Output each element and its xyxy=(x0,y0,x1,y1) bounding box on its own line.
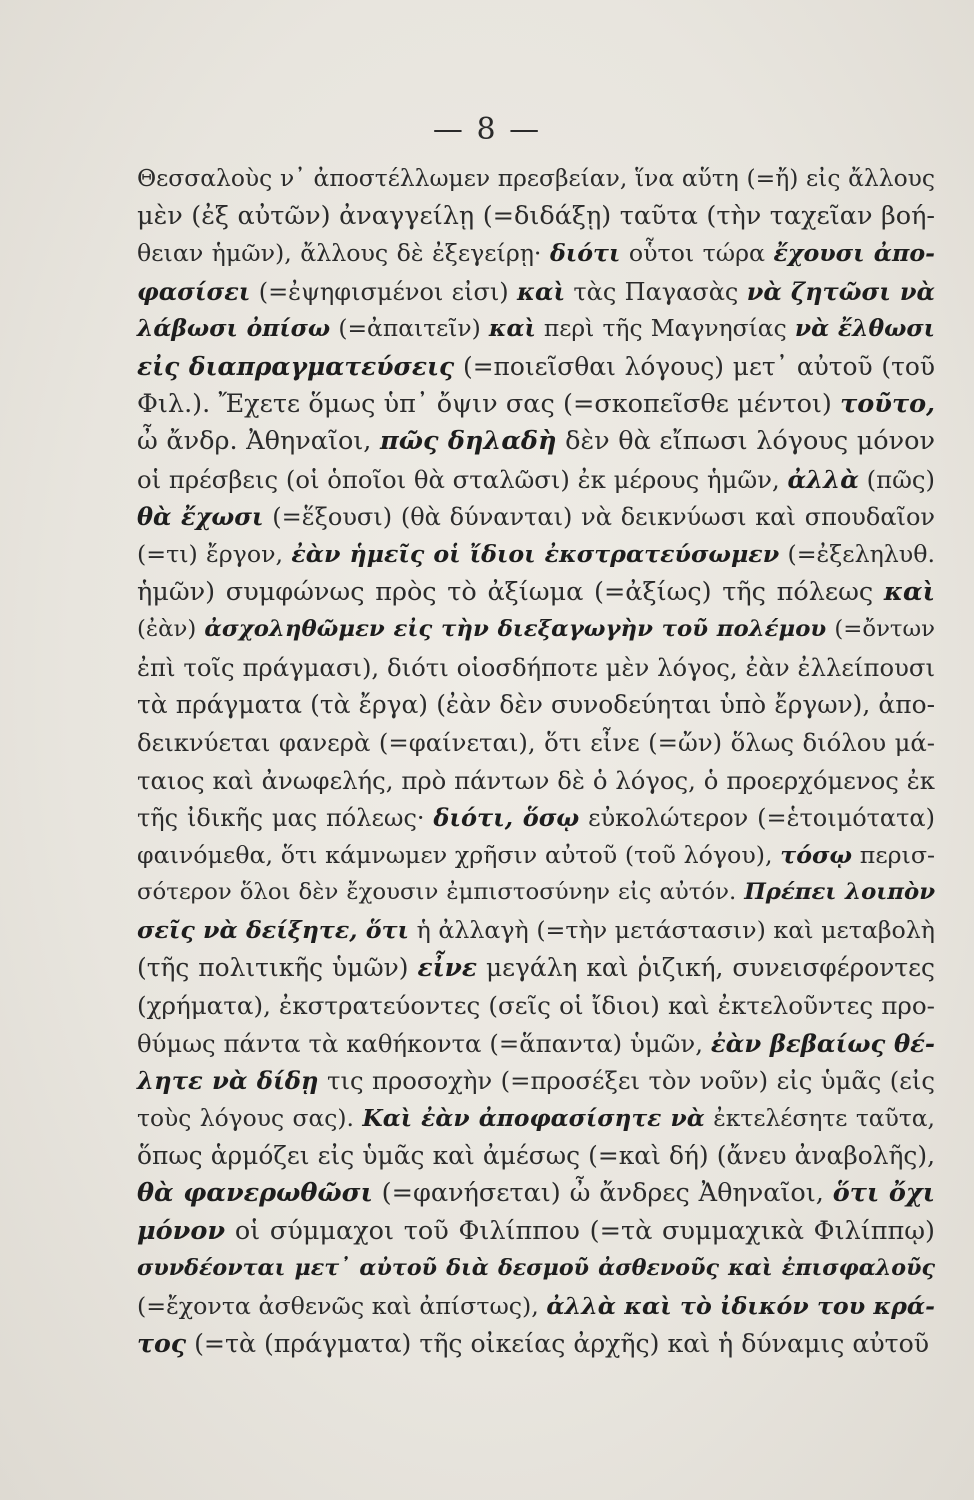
text-line xyxy=(137,1288,935,1326)
emphasized-text: καὶ xyxy=(883,576,935,607)
text-segment: ὅπως ἁρμόζει εἰς ὑμᾶς καὶ ἀμέσως (=καὶ δή) (ἄνευ ἀναβολῆς), xyxy=(137,1141,935,1171)
text-line xyxy=(137,198,935,236)
text-segment: Θεσσαλοὺς ν᾿ ἀποστέλλωμεν πρεσβείαν, ἵνα αὕτη (=ἤ) εἰς ἄλλους xyxy=(137,164,935,192)
emphasized-text: φασίσει xyxy=(137,276,251,306)
text-line xyxy=(137,461,935,499)
text-segment: (χρήματα), ἐκστρατεύοντες (σεῖς οἱ ἴδιοι) καὶ ἐκτελοῦντες προ- xyxy=(137,991,935,1021)
text-segment: τὰ πράγματα (τὰ ἔργα) (ἐὰν δὲν συνοδεύηται ὑπὸ ἔργων), ἀπο- xyxy=(137,690,935,720)
text-segment: δὲν θὰ εἴπωσι λόγους μόνον xyxy=(556,426,935,457)
text-line xyxy=(137,498,935,536)
text-segment: (πῶς) xyxy=(858,464,935,494)
text-line xyxy=(137,1025,935,1063)
text-segment: τῆς ἰδικῆς μας πόλεως· xyxy=(137,804,434,833)
emphasized-text: Καὶ ἐὰν ἀποφασίσητε νὰ xyxy=(362,1103,705,1132)
text-segment: τις προσοχὴν (=προσέξει τὸν νοῦν) εἰς ὑμᾶς (εἰς xyxy=(318,1066,935,1096)
emphasized-text: σεῖς νὰ δείξητε, ὅτι xyxy=(137,915,410,944)
text-line xyxy=(137,235,935,273)
emphasized-text: πῶς δηλαδὴ xyxy=(380,426,557,457)
emphasized-text: ἀσχοληθῶμεν εἰς τὴν διεξαγωγὴν τοῦ πολέμου xyxy=(204,616,827,643)
text-segment: (ἐὰν) xyxy=(137,616,205,643)
text-line xyxy=(137,874,935,912)
text-segment: σότερον ὅλοι δὲν ἔχουσιν ἐμπιστοσύνην εἰς αὐτόν. xyxy=(137,879,745,906)
text-segment: μεγάλη καὶ ῥιζική, συνεισφέροντες xyxy=(477,953,935,983)
emphasized-text: συνδέονται μετ᾿ αὐτοῦ διὰ δεσμοῦ ἀσθενοῦς καὶ ἐπισφαλοῦς xyxy=(137,1255,935,1282)
emphasized-text: τοῦτο, xyxy=(840,388,935,419)
text-segment: (=τὰ (πράγματα) τῆς οἰκείας ἀρχῆς) καὶ ἡ δύναμις αὐτοῦ xyxy=(186,1329,930,1359)
emphasized-text: θὰ ἔχωσι xyxy=(137,502,264,532)
emphasized-text: καὶ xyxy=(517,276,566,306)
text-segment: περισ- xyxy=(852,840,935,869)
text-line xyxy=(137,837,935,875)
emphasized-text: ὅτι ὄχι xyxy=(832,1178,935,1209)
text-line xyxy=(137,1137,935,1175)
text-line xyxy=(137,348,935,386)
emphasized-text: νὰ ζητῶσι νὰ xyxy=(746,276,936,306)
text-segment: θύμως πάντα τὰ καθήκοντα (=ἅπαντα) ὑμῶν, xyxy=(137,1028,711,1058)
emphasized-text: λητε νὰ δίδῃ xyxy=(137,1066,319,1096)
text-segment: (=ἐψηφισμένοι εἰσι) xyxy=(250,277,517,306)
text-line xyxy=(137,949,935,987)
emphasized-text: διότι xyxy=(549,239,621,268)
emphasized-text: εἶνε xyxy=(417,953,478,983)
emphasized-text: λάβωσι ὀπίσω xyxy=(137,314,331,343)
text-segment: ἐκτελέσητε ταῦτα, xyxy=(704,1103,935,1132)
text-segment: ἡμῶν) συμφώνως πρὸς τὸ ἀξίωμα (=ἀξίως) τῆς πόλεως xyxy=(137,576,884,607)
text-line xyxy=(137,574,935,612)
text-segment: τὰς Παγασὰς xyxy=(565,277,747,306)
text-segment: περὶ τῆς Μαγνησίας xyxy=(535,314,795,343)
text-segment: ὦ ἄνδρ. Ἀθηναῖοι, xyxy=(137,426,381,457)
emphasized-text: τος xyxy=(137,1328,187,1359)
text-segment: οὗτοι τώρα xyxy=(620,239,774,268)
text-line xyxy=(137,310,935,348)
text-segment: (=ἐξεληλυθ. xyxy=(779,539,935,568)
text-line xyxy=(137,649,935,687)
text-segment: μὲν (ἐξ αὐτῶν) ἀναγγείλῃ (=διδάξῃ) ταῦτα (τὴν ταχεῖαν βοή- xyxy=(137,200,935,231)
text-line xyxy=(137,423,935,461)
text-line xyxy=(137,1325,935,1363)
text-line xyxy=(137,1250,935,1288)
emphasized-text: νὰ ἔλθωσι xyxy=(794,314,935,343)
text-line xyxy=(137,160,935,198)
text-line xyxy=(137,686,935,724)
emphasized-text: Πρέπει λοιπὸν xyxy=(744,879,936,906)
text-line xyxy=(137,536,935,574)
text-line xyxy=(137,386,935,424)
text-line xyxy=(137,762,935,800)
text-line xyxy=(137,799,935,837)
text-segment: (=τι) ἔργον, xyxy=(137,539,292,568)
emphasized-text: ἔχουσι ἀπο- xyxy=(773,239,935,268)
body-text xyxy=(137,160,935,1363)
text-segment: θειαν ἡμῶν), ἄλλους δὲ ἐξεγείρῃ· xyxy=(137,239,550,268)
emphasized-text: ἀλλὰ καὶ τὸ ἰδικόν του κρά- xyxy=(546,1291,935,1320)
text-line xyxy=(137,1100,935,1138)
emphasized-text: μόνον xyxy=(137,1215,226,1246)
emphasized-text: ἐὰν βεβαίως θέ- xyxy=(710,1028,936,1058)
text-segment: δεικνύεται φανερὰ (=φαίνεται), ὅτι εἶνε (=ὤν) ὅλως διόλου μά- xyxy=(137,727,935,757)
text-segment: (=ποιεῖσθαι λόγους) μετ᾿ αὐτοῦ (τοῦ xyxy=(454,351,936,381)
emphasized-text: ἐὰν ἡμεῖς οἱ ἴδιοι ἐκστρατεύσωμεν xyxy=(291,539,780,568)
emphasized-text: τόσῳ xyxy=(780,840,853,869)
emphasized-text: διότι, ὅσῳ xyxy=(433,803,580,833)
text-segment: ἡ ἀλλαγὴ (=τὴν μετάστασιν) καὶ μεταβολὴ xyxy=(409,915,935,944)
text-segment: ταιος καὶ ἀνωφελής, πρὸ πάντων δὲ ὁ λόγος, ὁ προερχόμενος ἐκ xyxy=(137,765,935,795)
text-line xyxy=(137,1213,935,1251)
text-segment: (=φανήσεται) ὦ ἄνδρες Ἀθηναῖοι, xyxy=(372,1178,833,1209)
text-line xyxy=(137,1062,935,1100)
text-line xyxy=(137,1175,935,1213)
text-segment: (=ἕξουσι) (θὰ δύνανται) νὰ δεικνύωσι καὶ σπουδαῖον xyxy=(263,503,936,532)
text-segment: Φιλ.). Ἔχετε ὅμως ὑπ᾿ ὄψιν σας (=σκοπεῖσθε μέντοι) xyxy=(137,388,841,419)
emphasized-text: ἀλλὰ xyxy=(787,464,859,494)
text-line xyxy=(137,611,935,649)
text-segment: (=ὄντων xyxy=(826,616,935,643)
text-line xyxy=(137,273,935,311)
emphasized-text: εἰς διαπραγματεύσεις xyxy=(137,351,455,381)
text-segment: (τῆς πολιτικῆς ὑμῶν) xyxy=(137,953,418,983)
text-segment: φαινόμεθα, ὅτι κάμνωμεν χρῆσιν αὐτοῦ (τοῦ λόγου), xyxy=(137,840,781,869)
page-number: — 8 — xyxy=(432,112,542,147)
text-segment: οἱ πρέσβεις (οἱ ὁποῖοι θὰ σταλῶσι) ἐκ μέρους ἡμῶν, xyxy=(137,464,788,494)
text-segment: τοὺς λόγους σας). xyxy=(137,1103,363,1132)
text-line xyxy=(137,987,935,1025)
text-segment: (=ἀπαιτεῖν) xyxy=(330,314,489,343)
text-segment: (=ἔχοντα ἀσθενῶς καὶ ἀπίστως), xyxy=(137,1291,547,1320)
text-segment: οἱ σύμμαχοι τοῦ Φιλίππου (=τὰ συμμαχικὰ Φιλίππῳ) xyxy=(225,1215,935,1246)
emphasized-text: καὶ xyxy=(488,314,536,343)
text-line xyxy=(137,912,935,950)
text-segment: εὐκολώτερον (=ἑτοιμότατα) xyxy=(579,804,935,833)
text-segment: ἐπὶ τοῖς πράγμασι), διότι οἱοσδήποτε μὲν λόγος, ἐὰν ἐλλείπουσι xyxy=(137,652,935,682)
emphasized-text: θὰ φανερωθῶσι xyxy=(137,1178,373,1209)
text-line xyxy=(137,724,935,762)
